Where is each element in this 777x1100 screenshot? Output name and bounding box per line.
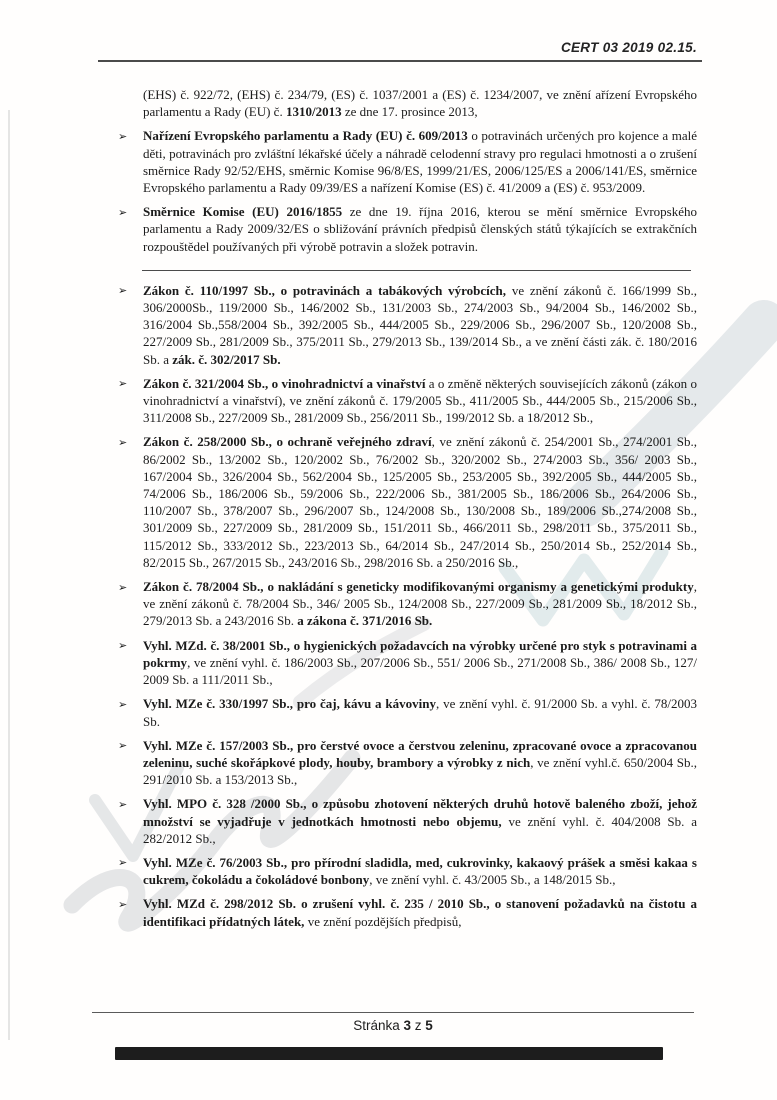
bullet-marker: ➢ — [118, 284, 128, 298]
paragraph-text: Vyhl. MZe č. 76/2003 Sb., pro přírodní sladidla, med, cukrovinky, kakaový prášek a směsi kakaa s cukrem, čokoládu a čokoládové bonbony, ve znění vyhl. č. 43/2005 Sb., a 148/2015 Sb., — [143, 854, 697, 888]
document-body — [118, 86, 698, 937]
scan-artifact-bar — [115, 1047, 663, 1060]
page-number — [92, 1018, 694, 1033]
list-item — [118, 854, 697, 888]
list-item — [118, 637, 697, 689]
list-item — [118, 203, 698, 255]
paragraph-text: Vyhl. MZe č. 157/2003 Sb., pro čerstvé ovoce a čerstvou zeleninu, zpracované ovoce a zpracovanou zeleninu, suché skořápkové plody, houby, brambory a výrobky z nich, ve znění vyhl.č. 650/2004 Sb., 291/2010 Sb. a 153/2013 Sb., — [143, 737, 697, 788]
bullet-marker: ➢ — [118, 797, 128, 811]
paragraph-text: Vyhl. MPO č. 328 /2000 Sb., o způsobu zhotovení některých druhů hotově baleného zboží, jehož množství se vyjadřuje v jednotkách hmotnosti nebo objemu, ve znění vyhl. č. 404/2008 Sb. a 282/2012 Sb., — [143, 796, 697, 846]
intro-paragraph — [143, 86, 697, 120]
bullet-marker: ➢ — [118, 639, 128, 653]
paragraph-text: (EHS) č. 922/72, (EHS) č. 234/79, (ES) č. 1037/2001 a (ES) č. 1234/2007, ve znění ařízení Evropského parlamentu a Rady (EU) č. 1310/2013 ze dne 17. prosince 2013, — [143, 87, 697, 120]
bullet-marker: ➢ — [118, 129, 128, 143]
bullet-marker: ➢ — [118, 435, 128, 449]
paragraph-text: Zákon č. 321/2004 Sb., o vinohradnictví a vinařství a o změně některých souvisejících zákonů (zákon o vinohradnictví a vinařství), ve znění zákonů č. 179/2005 Sb., 411/2005 Sb., 444/2005 Sb., 215/2006 Sb., 311/2008 Sb., 227/2009 Sb., 281/2009 Sb., 256/2011 Sb., 199/2012 Sb. a 18/2012 Sb., — [143, 375, 697, 426]
paragraph-text: Vyhl. MZe č. 330/1997 Sb., pro čaj, kávu a kávoviny, ve znění vyhl. č. 91/2000 Sb. a vyhl. č. 78/2003 Sb. — [143, 696, 697, 729]
list-item — [118, 795, 697, 847]
paragraph-text: Vyhl. MZd č. 298/2012 Sb. o zrušení vyhl. č. 235 / 2010 Sb., o stanovení požadavků na čistotu a identifikaci přídatných látek, ve znění pozdějších předpisů, — [143, 896, 697, 929]
bullet-marker: ➢ — [118, 580, 128, 594]
bullet-marker: ➢ — [118, 739, 128, 753]
bullet-marker: ➢ — [118, 205, 128, 219]
footer-rule — [92, 1012, 694, 1013]
scan-edge-line — [8, 110, 10, 1040]
page-total: 5 — [425, 1018, 433, 1033]
list-item — [118, 695, 697, 729]
list-item — [118, 127, 697, 196]
page-of-word: z — [414, 1018, 422, 1033]
bullet-marker: ➢ — [118, 856, 128, 870]
page-label: Stránka — [353, 1018, 400, 1033]
bullet-marker: ➢ — [118, 377, 128, 391]
page-current: 3 — [403, 1018, 411, 1033]
paragraph-text: Nařízení Evropského parlamentu a Rady (EU) č. 609/2013 o potravinách určených pro kojence a malé děti, potravinách pro zvláštní lékařské účely a náhradě celodenní stravy pro regulaci hmotnosti a o zrušení směrnice Rady 92/52/EHS, směrnic Komise 96/8/ES, 1999/21/ES, 2006/125/ES a 2006/141/ES, směrnice Evropského parlamentu a Rady 09/39/ES a nařízení Komise (ES) č. 41/2009 a (ES) č. 953/2009. — [143, 128, 697, 196]
paragraph-text: Vyhl. MZd. č. 38/2001 Sb., o hygienických požadavcích na výrobky určené pro styk s potravinami a pokrmy, ve znění vyhl. č. 186/2003 Sb., 207/2006 Sb., 551/ 2006 Sb., 271/2008 Sb., 386/ 2008 Sb., 127/ 2009 Sb. a 111/2011 Sb., — [143, 637, 697, 688]
list-item — [118, 578, 697, 630]
header-rule — [98, 60, 702, 62]
section-separator — [142, 270, 691, 271]
list-item — [118, 737, 697, 789]
doc-code: CERT 03 2019 02.15. — [560, 40, 697, 55]
paragraph-text: Zákon č. 110/1997 Sb., o potravinách a tabákových výrobcích, ve znění zákonů č. 166/1999 Sb., 306/2000Sb., 119/2000 Sb., 146/2002 Sb., 131/2003 Sb., 274/2003 Sb., 94/2004 Sb., 146/2002 Sb., 316/2004 Sb.,558/2004 Sb., 392/2005 Sb., 444/2005 Sb., 229/2006 Sb., 296/2007 Sb., 120/2008 Sb., 227/2009 Sb., 281/2009 Sb., 375/2011 Sb., 279/2013 Sb., 139/2014 Sb., a ve znění části zák. č. 180/2016 Sb. a zák. č. 302/2017 Sb. — [143, 282, 697, 367]
list-item — [118, 375, 697, 427]
paragraph-text: Zákon č. 258/2000 Sb., o ochraně veřejného zdraví, ve znění zákonů č. 254/2001 Sb., 274/2001 Sb., 86/2002 Sb., 13/2002 Sb., 120/2002 Sb., 76/2002 Sb., 320/2002 Sb., 274/2003 Sb., 356/ 2003 Sb., 167/2004 Sb., 326/2004 Sb., 562/2004 Sb., 125/2005 Sb., 253/2005 Sb., 392/2005 Sb., 444/2005 Sb., 74/2006 Sb., 186/2006 Sb., 59/2006 Sb., 222/2006 Sb., 381/2005 Sb., 186/2006 Sb., 264/2006 Sb., 110/2007 Sb., 378/2007 Sb., 296/2007 Sb., 124/2008 Sb., 130/2008 Sb., 189/2006 Sb.,274/2008 Sb., 301/2009 Sb., 227/2009 Sb., 281/2009 Sb., 151/2011 Sb., 466/2011 Sb., 298/2011 Sb., 375/2011 Sb., 115/2012 Sb., 333/2012 Sb., 223/2013 Sb., 64/2014 Sb., 247/2014 Sb., 250/2014 Sb., 252/2014 Sb., 82/2015 Sb., 267/2015 Sb., 243/2016 Sb., 298/2016 Sb. a 250/2016 Sb., — [143, 434, 697, 570]
list-item — [118, 282, 697, 368]
bullet-marker: ➢ — [118, 897, 128, 911]
bullet-marker: ➢ — [118, 697, 128, 711]
paragraph-text: Směrnice Komise (EU) 2016/1855 ze dne 19. října 2016, kterou se mění směrnice Evropského parlamentu a Rady 2009/32/ES o sbližování právních předpisů členských států týkajících se extrakčních rozpouštědel používaných při výrobě potravin a složek potravin. — [143, 204, 698, 254]
paragraph-text: Zákon č. 78/2004 Sb., o nakládání s geneticky modifikovanými organismy a genetickými produkty, ve znění zákonů č. 78/2004 Sb., 346/ 2005 Sb., 124/2008 Sb., 227/2009 Sb., 281/2009 Sb., 18/2012 Sb., 279/2013 Sb. a 243/2016 Sb. a zákona č. 371/2016 Sb. — [143, 579, 697, 629]
list-item — [118, 433, 697, 571]
list-item — [118, 895, 697, 929]
